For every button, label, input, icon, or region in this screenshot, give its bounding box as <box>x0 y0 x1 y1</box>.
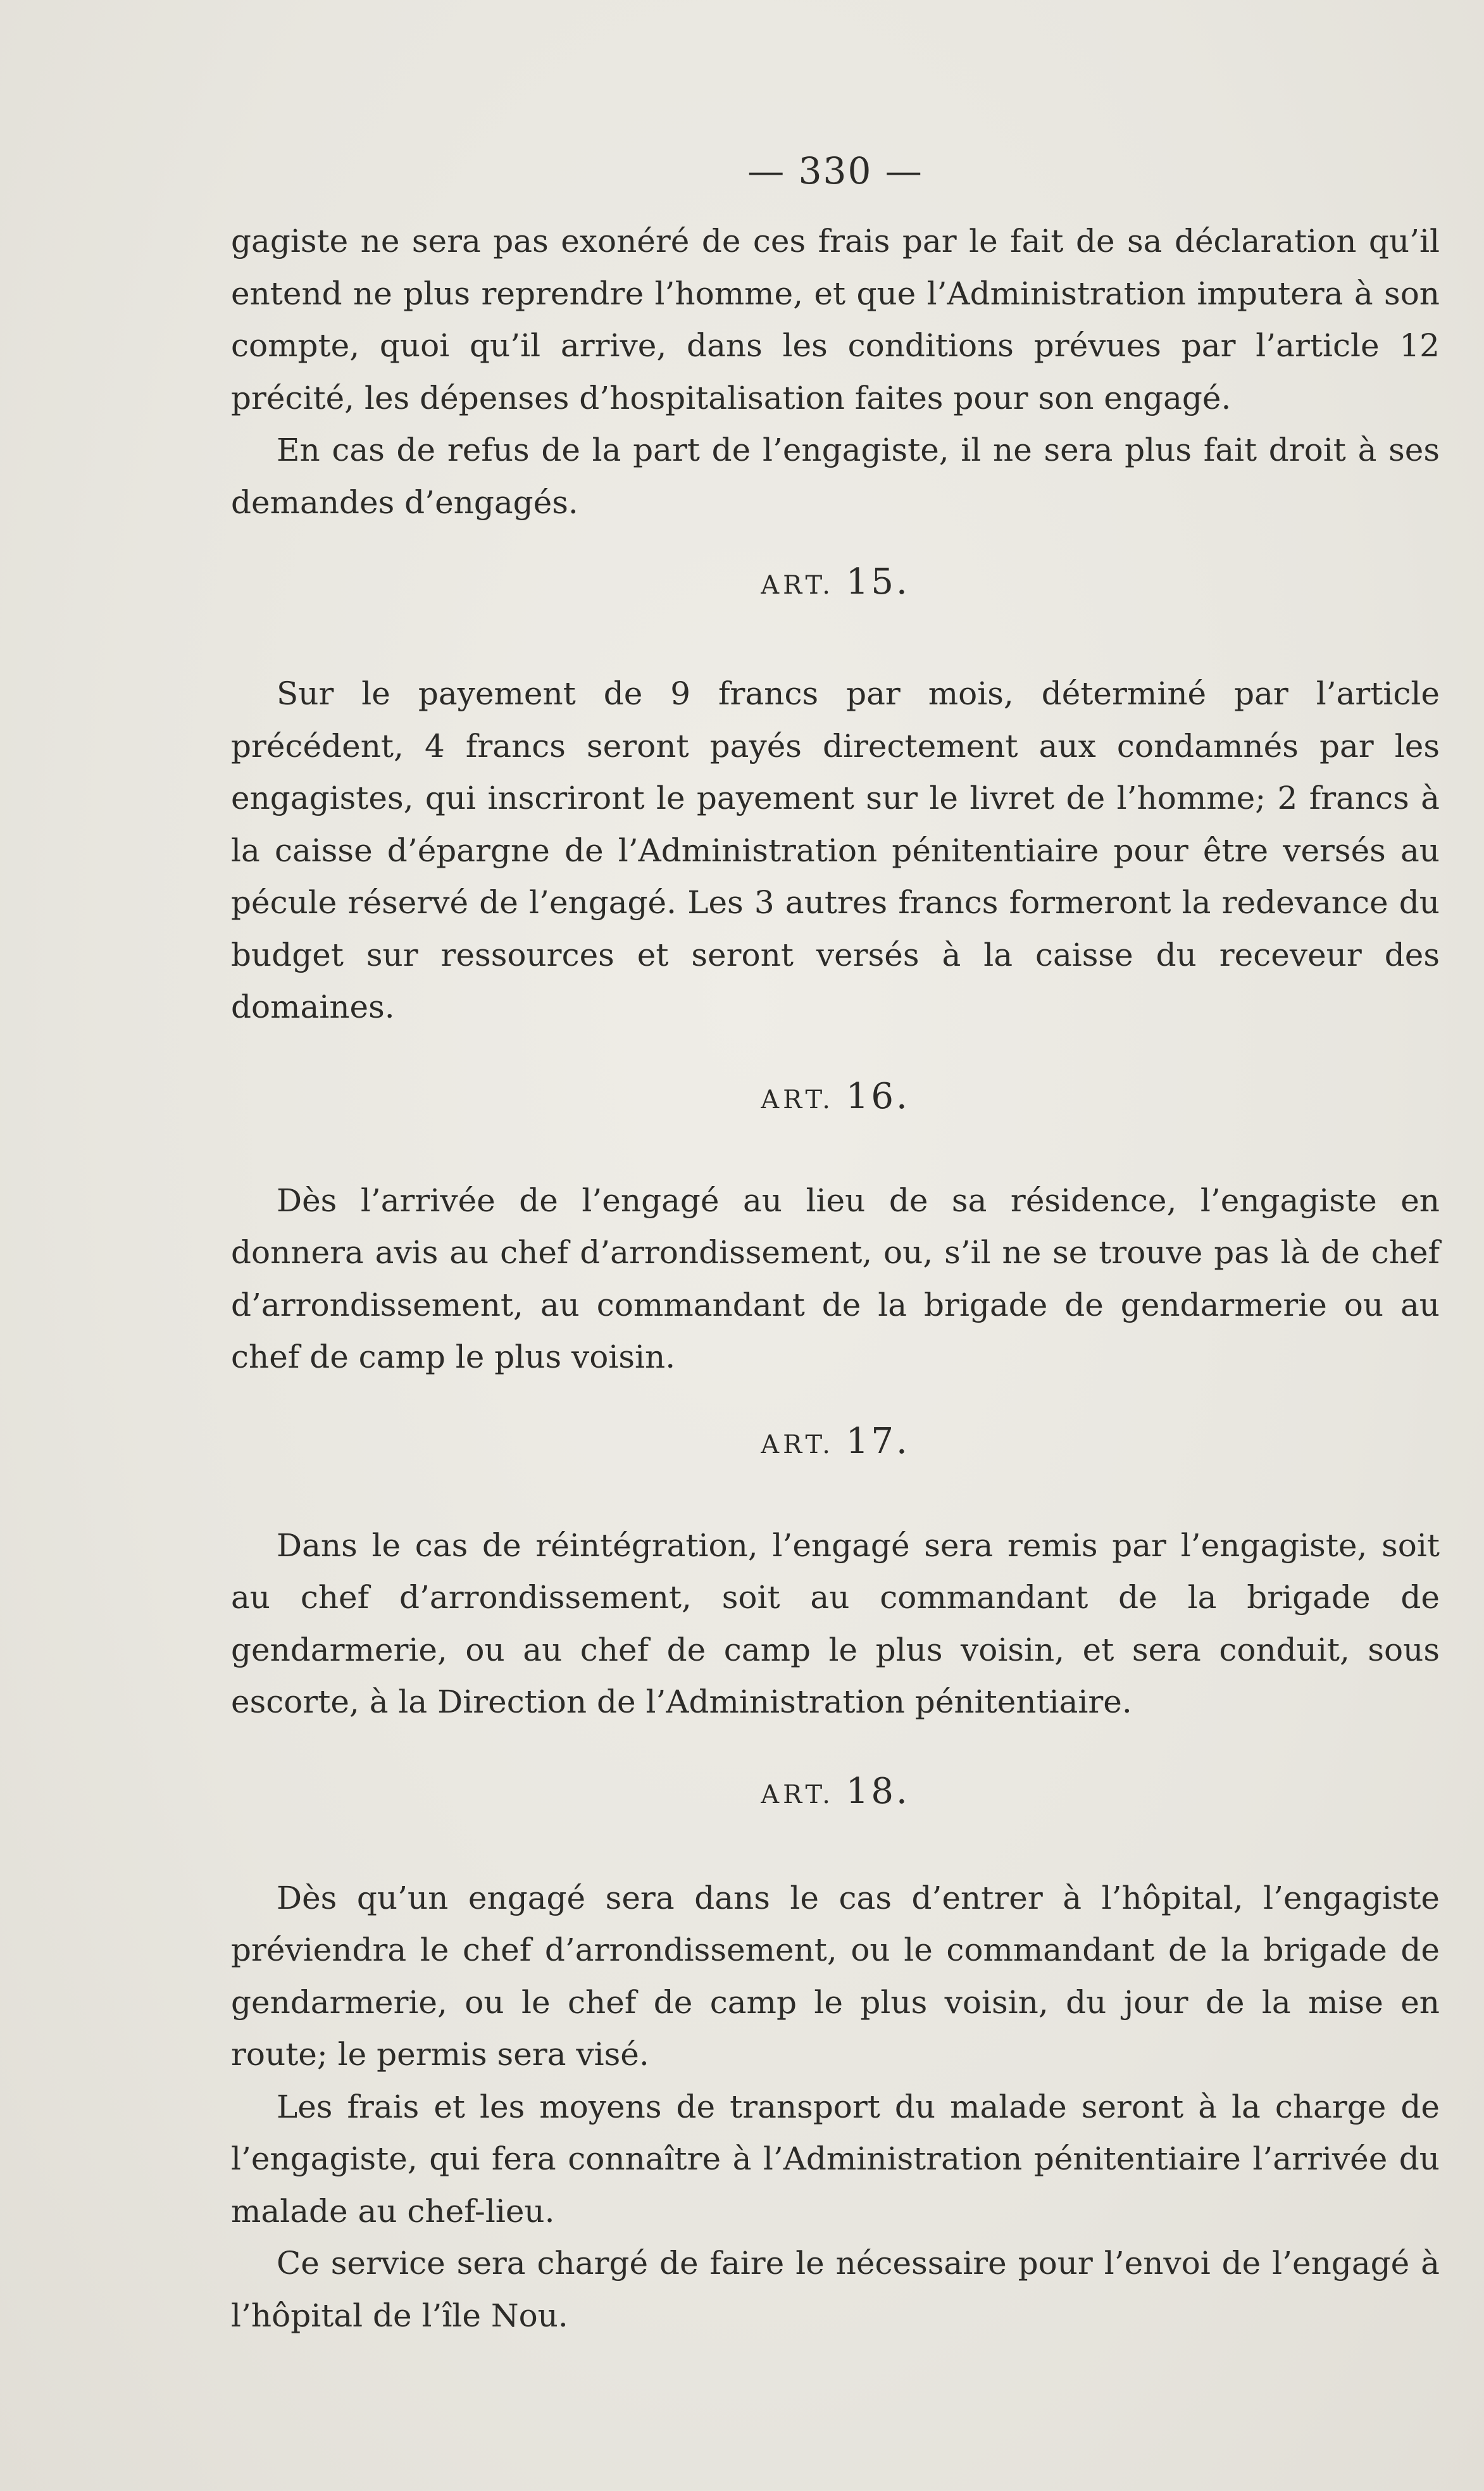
paragraph: Sur le payement de 9 francs par mois, déterminé par l’article précédent, 4 francs seront payés directement aux condamnés par les engagistes, qui inscriront le payement sur le livret de l’homme; 2 francs à la caisse d’épargne de l’Administration pénitentiaire pour être versés au pécule réservé de l’engagé. Les 3 autres francs formeront la redevance du budget sur ressources et seront versés à la caisse du receveur des domaines. <box>231 675 1440 1025</box>
article-label: ART. <box>761 1085 835 1114</box>
paragraph: Dès qu’un engagé sera dans le cas d’entrer à l’hôpital, l’engagiste préviendra le chef d’arrondissement, ou le commandant de la brigade de gendarmerie, ou le chef de camp le plus voisin, du jour de la mise en route; le permis sera visé. <box>231 1879 1440 2073</box>
page-content <box>231 146 1440 2342</box>
paragraph: Les frais et les moyens de transport du malade seront à la charge de l’engagiste, qui fera connaître à l’Administration pénitentiaire l’arrivée du malade au chef-lieu. <box>231 2088 1440 2230</box>
article-heading-15 <box>231 557 1440 611</box>
paragraph: En cas de refus de la part de l’engagiste, il ne sera plus fait droit à ses demandes d’engagés. <box>231 432 1440 521</box>
article-number: 17. <box>845 1420 910 1462</box>
article-label: ART. <box>761 1430 835 1459</box>
page-number: — 330 — <box>747 149 923 192</box>
paragraph: Dans le cas de réintégration, l’engagé sera remis par l’engagiste, soit au chef d’arrondissement, soit au commandant de la brigade de gendarmerie, ou au chef de camp le plus voisin, et sera conduit, sous escorte, à la Direction de l’Administration pénitentiaire. <box>231 1526 1440 1720</box>
paragraph: Dès l’arrivée de l’engagé au lieu de sa résidence, l’engagiste en donnera avis au chef d’arrondissement, ou, s’il ne se trouve pas là de chef d’arrondissement, au commandant de la brigade de gendarmerie ou au chef de camp le plus voisin. <box>231 1182 1440 1375</box>
article-number: 15. <box>845 561 910 602</box>
article-label: ART. <box>761 1780 835 1809</box>
paragraph: gagiste ne sera pas exonéré de ces frais par le fait de sa déclaration qu’il entend ne plus reprendre l’homme, et que l’Administration imputera à son compte, quoi qu’il arrive, dans les conditions prévues par l’article 12 précité, les dépenses d’hospitalisation faites pour son engagé. <box>231 223 1440 416</box>
article-number: 16. <box>845 1075 910 1117</box>
article-number: 18. <box>845 1770 910 1812</box>
article-heading-17 <box>231 1416 1440 1470</box>
article-heading-16 <box>231 1071 1440 1125</box>
article-label: ART. <box>761 571 835 600</box>
paragraph: Ce service sera chargé de faire le nécessaire pour l’envoi de l’engagé à l’hôpital de l’île Nou. <box>231 2245 1440 2334</box>
article-heading-18 <box>231 1766 1440 1820</box>
